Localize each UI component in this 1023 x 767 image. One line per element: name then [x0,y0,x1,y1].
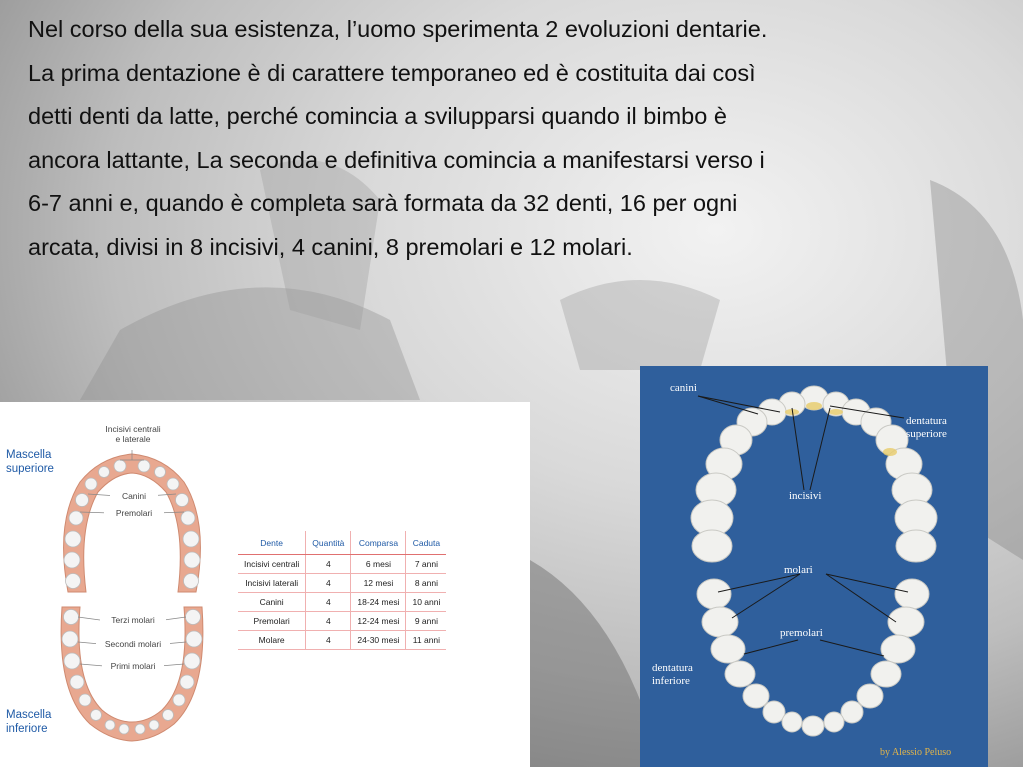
table-header-row [238,531,446,555]
column-header: Dente [238,531,306,555]
caption-line: inferiore [652,675,690,687]
premolars-caption: premolari [780,627,823,639]
lower-jaw-label [6,708,51,736]
teeth-photo-panel [640,366,988,767]
paragraph-line: La prima dentazione è di carattere temporaneo ed è costituita dai così [28,59,756,86]
table-cell: 11 anni [406,631,446,650]
table-cell: 10 anni [406,593,446,612]
second-molars-label: Secondi molari [96,639,170,649]
dentition-chart-panel [0,402,530,767]
label-line: e laterale [115,434,151,444]
table-cell: 24-30 mesi [351,631,406,650]
table-row [238,593,446,612]
column-header: Comparsa [351,531,406,555]
label-line: superiore [6,463,54,475]
table-row [238,631,446,650]
column-header: Caduta [406,531,446,555]
table-row [238,612,446,631]
table-cell: 4 [306,593,351,612]
intro-paragraph [28,8,1013,270]
paragraph-line: Nel corso della sua esistenza, l’uomo sperimenta 2 evoluzioni dentarie. [28,16,768,42]
caption-line: dentatura [906,415,947,427]
caption-line: dentatura [652,662,693,674]
table-cell: Molare [238,631,306,650]
third-molars-label: Terzi molari [100,615,166,625]
table-row [238,574,446,593]
label-line: Mascella [6,449,52,461]
label-line: Mascella [6,709,52,721]
table-cell: 8 anni [406,574,446,593]
table-cell: 4 [306,555,351,574]
table-cell: 4 [306,631,351,650]
lower-dentition-caption [652,662,693,688]
table-cell: Canini [238,593,306,612]
table-cell: 12-24 mesi [351,612,406,631]
incisors-label [92,424,174,444]
incisors-caption: incisivi [789,490,822,502]
molars-caption: molari [784,564,813,576]
canines-caption: canini [670,382,697,394]
table-cell: Incisivi laterali [238,574,306,593]
paragraph-line: ancora lattante, La seconda e definitiva comincia a manifestarsi verso i [28,146,765,173]
table-cell: 12 mesi [351,574,406,593]
label-line: inferiore [6,723,48,735]
table-cell: Premolari [238,612,306,631]
caption-line: superiore [906,428,947,440]
paragraph-line: detti denti da latte, perché comincia a svilupparsi quando il bimbo è [28,103,727,130]
author-credit: by Alessio Peluso [880,747,952,758]
upper-jaw-label [6,448,54,476]
teeth-table [238,531,446,650]
canines-label: Canini [110,491,158,501]
column-header: Quantità [306,531,351,555]
table-cell: 4 [306,612,351,631]
table-cell: 18-24 mesi [351,593,406,612]
first-molars-label: Primi molari [102,661,164,671]
premolars-label: Premolari [104,508,164,518]
table-cell: 4 [306,574,351,593]
upper-dentition-caption [906,415,947,441]
table-cell: 7 anni [406,555,446,574]
table-cell: 9 anni [406,612,446,631]
table-row [238,555,446,574]
label-line: Incisivi centrali [105,424,161,434]
table-cell: Incisivi centrali [238,555,306,574]
paragraph-line: 6-7 anni e, quando è completa sarà formata da 32 denti, 16 per ogni [28,190,738,217]
table-cell: 6 mesi [351,555,406,574]
paragraph-line: arcata, divisi in 8 incisivi, 4 canini, 8 premolari e 12 molari. [28,233,633,260]
